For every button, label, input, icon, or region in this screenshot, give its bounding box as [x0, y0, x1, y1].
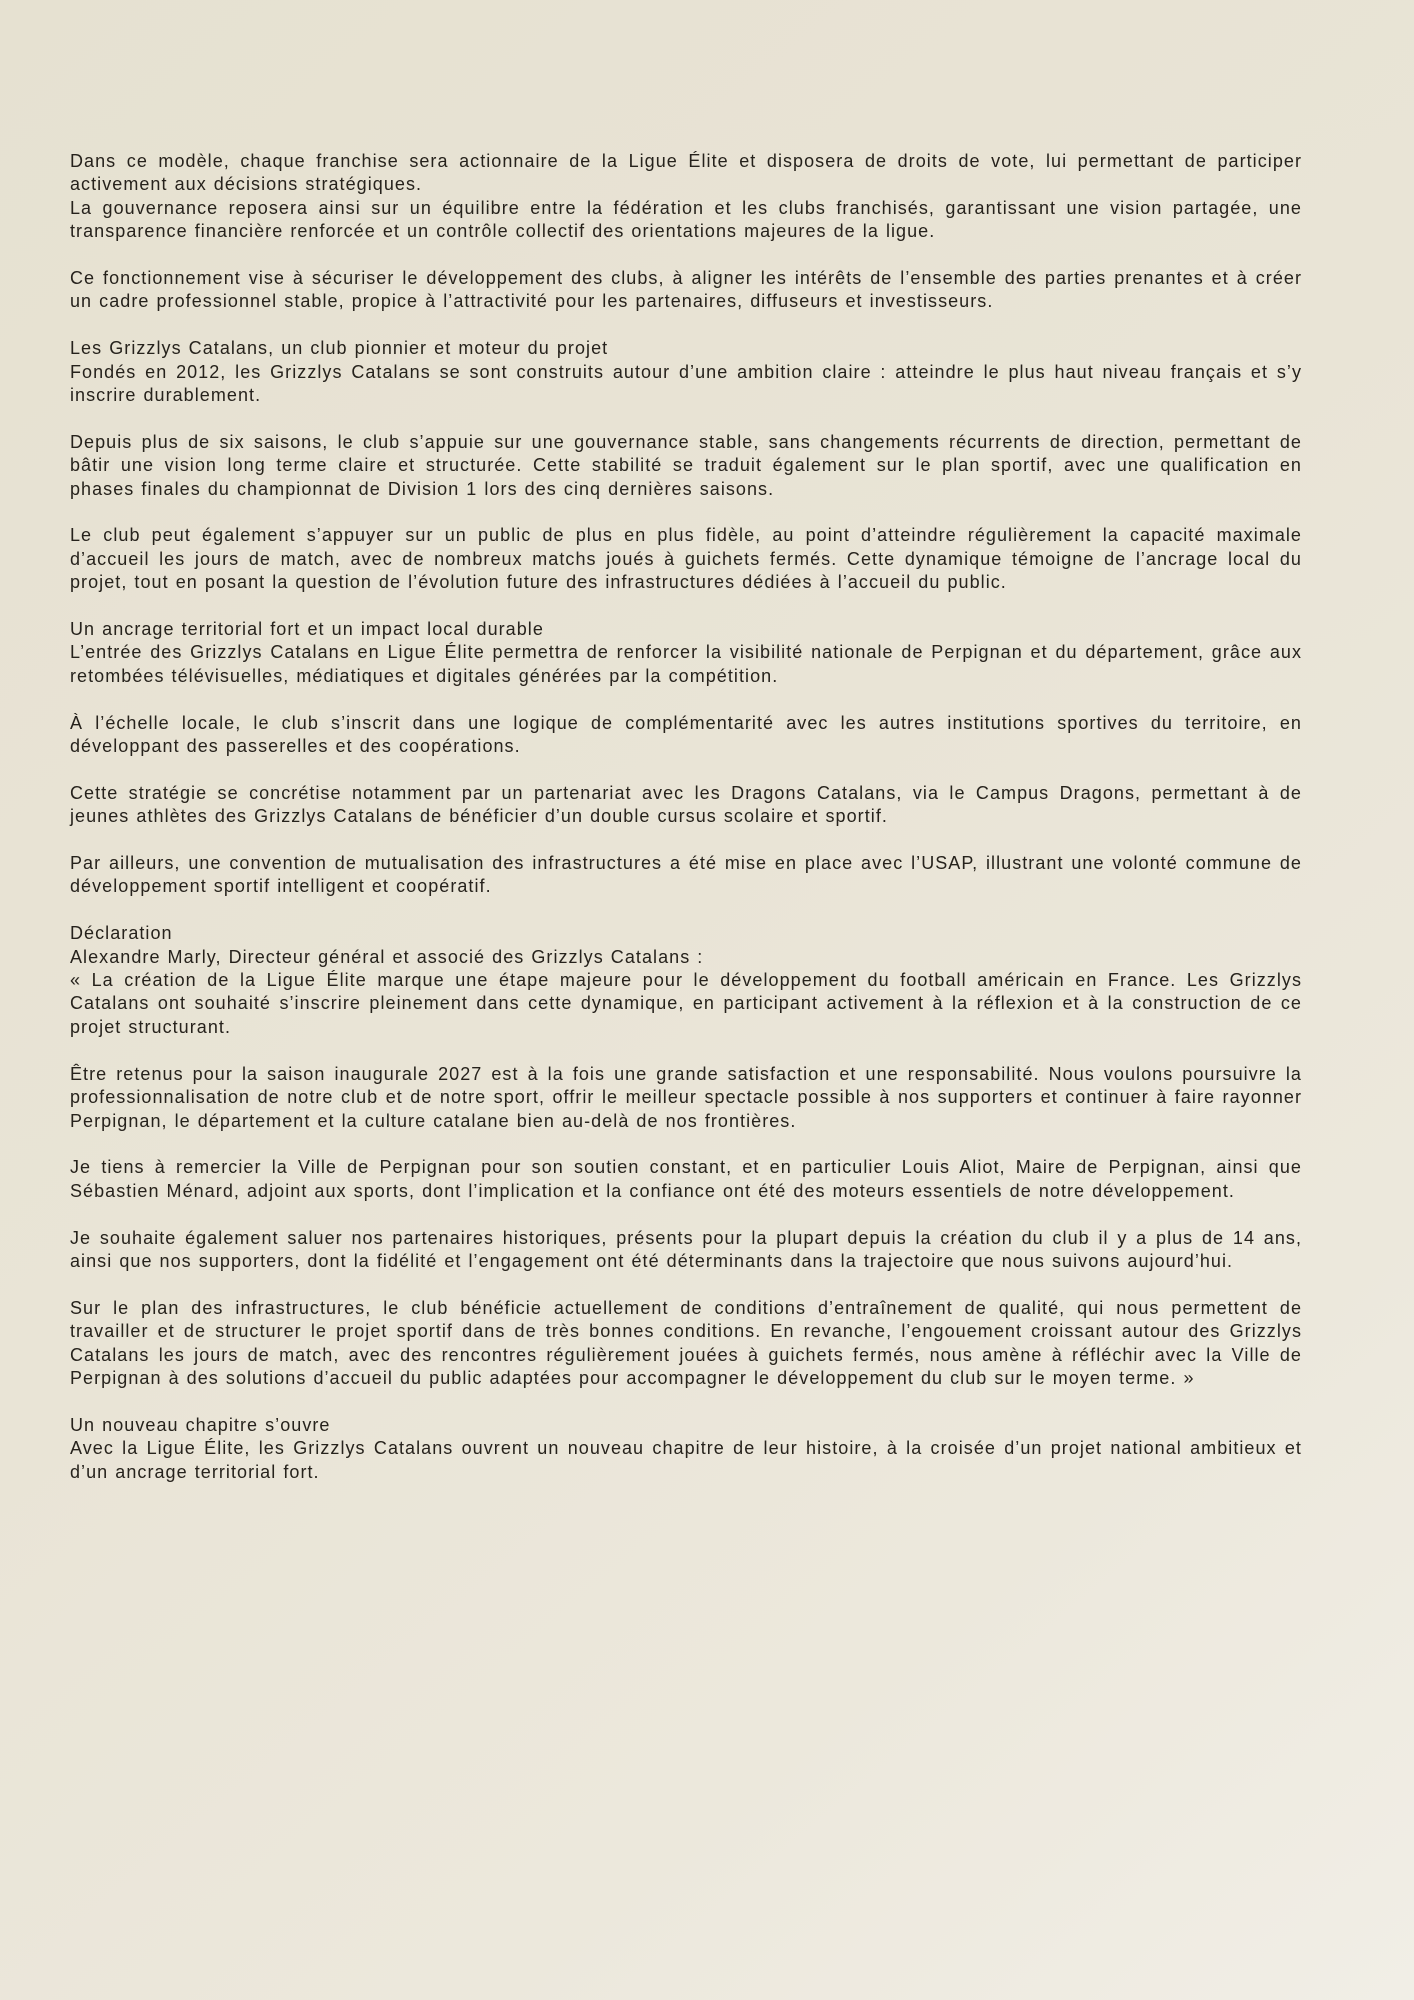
paragraph: Être retenus pour la saison inaugurale 2027 est à la fois une grande satisfaction et une responsabilité. Nous voulons poursuivre la professionnalisation de notre club et de notre sport, offrir le meilleur spectacle possible à nos supporters et continuer à faire rayonner Perpignan, le département et la culture catalane bien au-delà de nos frontières.: [70, 1063, 1302, 1131]
text-block: [70, 1156, 1302, 1203]
text-block: [70, 922, 1302, 1039]
paragraph: L’entrée des Grizzlys Catalans en Ligue Élite permettra de renforcer la visibilité nationale de Perpignan et du département, grâce aux retombées télévisuelles, médiatiques et digitales générées par la compétition.: [70, 642, 1302, 686]
paragraph: Le club peut également s’appuyer sur un public de plus en plus fidèle, au point d’atteindre régulièrement la capacité maximale d’accueil les jours de match, avec de nombreux matchs joués à guichets fermés. Cette dynamique témoigne de l’ancrage local du projet, tout en posant la question de l’évolution future des infrastructures dédiées à l’accueil du public.: [70, 525, 1302, 593]
paragraph: Sur le plan des infrastructures, le club bénéficie actuellement de conditions d’entraînement de qualité, qui nous permettent de travailler et de structurer le projet sportif dans de très bonnes conditions. En revanche, l’engouement croissant autour des Grizzlys Catalans les jours de match, avec des rencontres régulièrement jouées à guichets fermés, nous amène à réfléchir avec la Ville de Perpignan à des solutions d’accueil du public adaptées pour accompagner le développement du club sur le moyen terme. »: [70, 1297, 1302, 1388]
paragraph: La gouvernance reposera ainsi sur un équilibre entre la fédération et les clubs franchisés, garantissant une vision partagée, une transparence financière renforcée et un contrôle collectif des orientations majeures de la ligue.: [70, 197, 1302, 242]
section-heading: Un nouveau chapitre s’ouvre: [70, 1414, 331, 1435]
text-block: [70, 1227, 1302, 1274]
paragraph: Je souhaite également saluer nos partenaires historiques, présents pour la plupart depuis la création du club il y a plus de 14 ans, ainsi que nos supporters, dont la fidélité et l’engagement ont été déterminants dans la trajectoire que nous suivons aujourd’hui.: [70, 1227, 1302, 1271]
paragraph: Je tiens à remercier la Ville de Perpignan pour son soutien constant, et en particulier Louis Aliot, Maire de Perpignan, ainsi que Sébastien Ménard, adjoint aux sports, dont l’implication et la confiance ont été des moteurs essentiels de notre développement.: [70, 1157, 1302, 1201]
paragraph: Fondés en 2012, les Grizzlys Catalans se sont construits autour d’une ambition claire : atteindre le plus haut niveau français et s’y inscrire durablement.: [70, 361, 1302, 406]
text-block: [70, 712, 1302, 759]
paragraph: Dans ce modèle, chaque franchise sera actionnaire de la Ligue Élite et disposera de droits de vote, lui permettant de participer activement aux décisions stratégiques.: [70, 151, 1302, 195]
text-block: [70, 267, 1302, 314]
section-heading: Un ancrage territorial fort et un impact local durable: [70, 619, 544, 640]
text-block: [70, 1063, 1302, 1133]
paragraph: Depuis plus de six saisons, le club s’appuie sur une gouvernance stable, sans changements récurrents de direction, permettant de bâtir une vision long terme claire et structurée. Cette stabilité se traduit également sur le plan sportif, avec une qualification en phases finales du championnat de Division 1 lors des cinq dernières saisons.: [70, 431, 1302, 499]
paragraph: Cette stratégie se concrétise notamment par un partenariat avec les Dragons Catalans, via le Campus Dragons, permettant à de jeunes athlètes des Grizzlys Catalans de bénéficier d’un double cursus scolaire et sportif.: [70, 782, 1302, 827]
text-block: [70, 1414, 1302, 1484]
paragraph: Ce fonctionnement vise à sécuriser le développement des clubs, à aligner les intérêts de l’ensemble des parties prenantes et à créer un cadre professionnel stable, propice à l’attractivité pour les partenaires, diffuseurs et investisseurs.: [70, 268, 1302, 312]
section-heading: Alexandre Marly, Directeur général et associé des Grizzlys Catalans :: [70, 946, 704, 967]
text-block: [70, 524, 1302, 594]
section-heading: Déclaration: [70, 923, 173, 944]
press-release-text: [70, 150, 1302, 1484]
paragraph: Par ailleurs, une convention de mutualisation des infrastructures a été mise en place avec l’USAP, illustrant une volonté commune de développement sportif intelligent et coopératif.: [70, 853, 1302, 897]
text-block: [70, 1297, 1302, 1391]
text-block: [70, 618, 1302, 688]
text-block: [70, 431, 1302, 501]
paragraph: « La création de la Ligue Élite marque une étape majeure pour le développement du football américain en France. Les Grizzlys Catalans ont souhaité s’inscrire pleinement dans cette dynamique, en participant activement à la réflexion et à la construction de ce projet structurant.: [70, 970, 1302, 1037]
text-block: [70, 852, 1302, 899]
text-block: [70, 337, 1302, 407]
paragraph: Avec la Ligue Élite, les Grizzlys Catalans ouvrent un nouveau chapitre de leur histoire, à la croisée d’un projet national ambitieux et d’un ancrage territorial fort.: [70, 1438, 1302, 1482]
text-block: [70, 782, 1302, 829]
paragraph: À l’échelle locale, le club s’inscrit dans une logique de complémentarité avec les autres institutions sportives du territoire, en développant des passerelles et des coopérations.: [70, 712, 1302, 757]
section-heading: Les Grizzlys Catalans, un club pionnier et moteur du projet: [70, 338, 609, 359]
text-block: [70, 150, 1302, 244]
